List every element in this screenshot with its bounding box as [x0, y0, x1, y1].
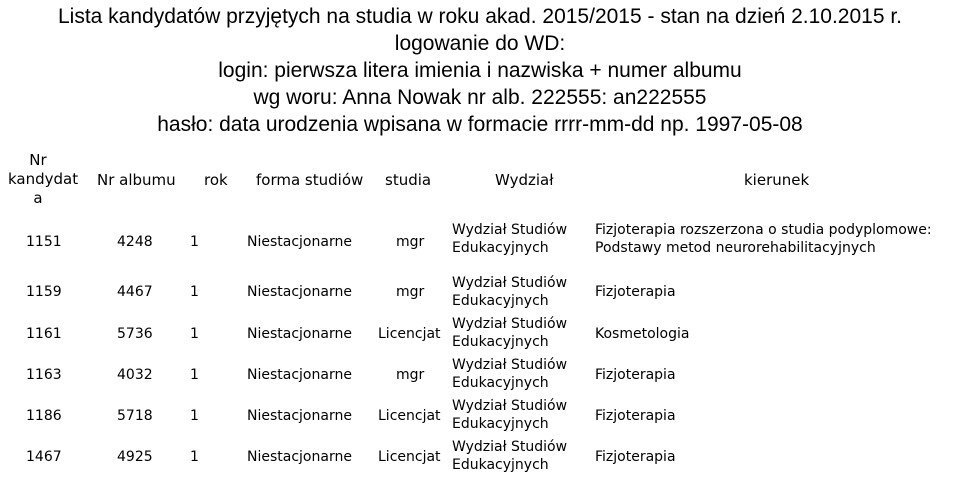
cell-rok: 1	[190, 284, 199, 300]
cell-studia: mgr	[396, 284, 425, 300]
cell-forma: Niestacjonarne	[247, 326, 352, 342]
cell-wydzial: Wydział Studiów Edukacyjnych	[452, 398, 568, 432]
cell-nr-kandydata: 1151	[26, 234, 62, 250]
cell-rok: 1	[190, 408, 199, 424]
cell-studia: Licencjat	[378, 449, 441, 465]
cell-nr-kandydata: 1161	[26, 326, 62, 342]
cell-wydzial: Wydział Studiów Edukacyjnych	[452, 222, 568, 256]
cell-studia: Licencjat	[378, 326, 441, 342]
cell-nr-albumu: 4032	[117, 367, 153, 383]
cell-nr-kandydata: 1186	[26, 408, 62, 424]
cell-wydzial: Wydział Studiów Edukacyjnych	[452, 275, 568, 309]
cell-forma: Niestacjonarne	[247, 449, 352, 465]
cell-kierunek: Fizjoterapia	[595, 284, 676, 300]
login-heading: logowanie do WD:	[394, 32, 566, 55]
cell-wydzial: Wydział Studiów Edukacyjnych	[452, 357, 568, 391]
cell-nr-kandydata: 1163	[26, 367, 62, 383]
cell-studia: mgr	[396, 367, 425, 383]
cell-kierunek: Fizjoterapia rozszerzona o studia podyplomowe: Podstawy metod neurorehabilitacyjnych	[595, 222, 932, 256]
cell-studia: Licencjat	[378, 408, 441, 424]
cell-nr-albumu: 4248	[117, 234, 153, 250]
cell-rok: 1	[190, 367, 199, 383]
col-header-studia: studia	[385, 171, 432, 189]
col-header-rok: rok	[204, 171, 228, 189]
col-header-forma: forma studiów	[256, 171, 364, 189]
cell-forma: Niestacjonarne	[247, 234, 352, 250]
cell-forma: Niestacjonarne	[247, 284, 352, 300]
page-title: Lista kandydatów przyjętych na studia w roku akad. 2015/2015 - stan na dzień 2.10.2015 r.	[57, 5, 903, 28]
cell-forma: Niestacjonarne	[247, 408, 352, 424]
cell-rok: 1	[190, 234, 199, 250]
cell-kierunek: Fizjoterapia	[595, 367, 676, 383]
cell-kierunek: Fizjoterapia	[595, 408, 676, 424]
cell-wydzial: Wydział Studiów Edukacyjnych	[452, 316, 568, 350]
cell-forma: Niestacjonarne	[247, 367, 352, 383]
col-header-nr-albumu: Nr albumu	[97, 171, 176, 189]
col-header-kierunek: kierunek	[744, 171, 810, 189]
cell-nr-kandydata: 1159	[26, 284, 62, 300]
password-instructions: hasło: data urodzenia wpisana w formacie rrrr-mm-dd np. 1997-05-08	[157, 113, 803, 136]
cell-nr-albumu: 5736	[117, 326, 153, 342]
cell-studia: mgr	[396, 234, 425, 250]
cell-nr-albumu: 5718	[117, 408, 153, 424]
col-header-wydzial: Wydział	[495, 171, 554, 189]
cell-nr-kandydata: 1467	[26, 449, 62, 465]
cell-nr-albumu: 4925	[117, 449, 153, 465]
cell-kierunek: Fizjoterapia	[595, 449, 676, 465]
login-instructions: login: pierwsza litera imienia i nazwiska + numer albumu	[218, 59, 742, 82]
cell-rok: 1	[190, 449, 199, 465]
login-example: wg woru: Anna Nowak nr alb. 222555: an222555	[253, 86, 707, 109]
col-header-nr-kandydata: Nr kandydat a	[8, 151, 79, 207]
cell-nr-albumu: 4467	[117, 284, 153, 300]
cell-wydzial: Wydział Studiów Edukacyjnych	[452, 439, 568, 473]
cell-kierunek: Kosmetologia	[595, 326, 690, 342]
cell-rok: 1	[190, 326, 199, 342]
